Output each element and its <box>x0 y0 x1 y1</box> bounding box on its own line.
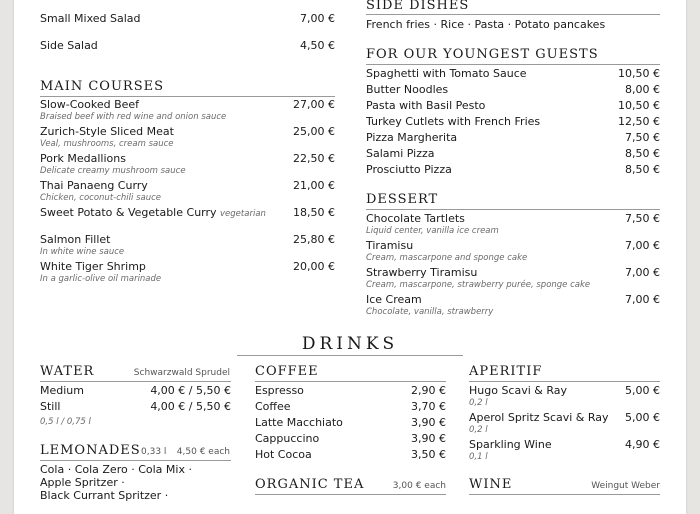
item-description: Cream, mascarpone and sponge cake <box>366 253 528 263</box>
item-size: 0,1 l <box>469 452 488 462</box>
lemonades-size: 0,33 l <box>141 447 167 457</box>
water-sizes: 0,5 l / 0,75 l <box>40 417 91 427</box>
item-name: Pork Medallions <box>40 152 126 165</box>
item-description: Veal, mushrooms, cream sauce <box>40 139 174 149</box>
item-price: 2,90 € <box>411 384 446 397</box>
item-price: 10,50 € <box>618 99 660 112</box>
menu-item <box>469 411 660 437</box>
item-description: Cream, mascarpone, strawberry purée, sponge cake <box>366 280 591 290</box>
item-name: Thai Panaeng Curry <box>40 179 148 192</box>
item-price: 10,50 € <box>618 67 660 80</box>
item-price: 7,50 € <box>625 212 660 225</box>
item-price: 8,00 € <box>625 83 660 96</box>
divider <box>469 381 660 382</box>
item-name: Small Mixed Salad <box>40 12 141 25</box>
item-name: Pasta with Basil Pesto <box>366 99 486 112</box>
dessert-heading: DESSERT <box>366 192 439 207</box>
side-dishes-heading: SIDE DISHES <box>366 0 470 13</box>
menu-item <box>40 260 335 286</box>
item-price: 4,90 € <box>625 438 660 451</box>
drinks-title: DRINKS <box>301 334 399 354</box>
item-price: 7,00 € <box>625 293 660 306</box>
item-price: 5,00 € <box>625 384 660 397</box>
item-price: 3,50 € <box>411 448 446 461</box>
item-description: In white wine sauce <box>40 247 125 257</box>
lemonades-line: Black Currant Spritzer · <box>40 489 169 502</box>
item-price: 20,00 € <box>293 260 335 273</box>
item-name: Cappuccino <box>255 432 320 445</box>
wine-producer: Weingut Weber <box>591 481 660 491</box>
organic-tea-price: 3,00 € each <box>392 481 446 491</box>
item-description: Delicate creamy mushroom sauce <box>40 166 186 176</box>
item-price: 3,90 € <box>411 416 446 429</box>
item-price: 8,50 € <box>625 147 660 160</box>
divider <box>255 494 446 495</box>
item-price: 7,50 € <box>625 131 660 144</box>
coffee-heading: COFFEE <box>255 364 319 379</box>
item-name: Spaghetti with Tomato Sauce <box>366 67 527 80</box>
item-price: 21,00 € <box>293 179 335 192</box>
item-name: Butter Noodles <box>366 83 449 96</box>
item-price: 22,50 € <box>293 152 335 165</box>
item-name: Still <box>40 400 61 413</box>
divider <box>40 460 231 461</box>
item-name: Strawberry Tiramisu <box>366 266 478 279</box>
item-tag: vegetarian <box>220 209 266 219</box>
item-name-text: Sweet Potato & Vegetable Curry <box>40 206 217 219</box>
item-price: 7,00 € <box>300 12 335 25</box>
item-name: Tiramisu <box>366 239 414 252</box>
item-price: 25,80 € <box>293 233 335 246</box>
item-price: 4,00 € / 5,50 € <box>150 400 231 413</box>
lemonades-line: Apple Spritzer · <box>40 476 125 489</box>
item-price: 7,00 € <box>625 266 660 279</box>
menu-item <box>366 293 660 319</box>
lemonades-line: Cola · Cola Zero · Cola Mix · <box>40 463 192 476</box>
item-price: 3,90 € <box>411 432 446 445</box>
organic-tea-heading: ORGANIC TEA <box>255 477 365 492</box>
item-description: Chocolate, vanilla, strawberry <box>366 307 494 317</box>
divider <box>469 494 660 495</box>
item-name: Sparkling Wine <box>469 438 552 451</box>
aperitif-heading: APERITIF <box>469 364 543 379</box>
item-name: Hugo Scavi & Ray <box>469 384 568 397</box>
divider <box>366 64 660 65</box>
kids-heading: FOR OUR YOUNGEST GUESTS <box>366 47 599 62</box>
lemonades-price: 4,50 € each <box>176 447 230 457</box>
item-price: 8,50 € <box>625 163 660 176</box>
menu-item <box>366 266 660 292</box>
divider <box>40 381 231 382</box>
item-name: Coffee <box>255 400 291 413</box>
drinks-title-rule <box>237 355 463 356</box>
item-name <box>40 206 266 221</box>
menu-item <box>40 152 335 178</box>
main-courses-heading: MAIN COURSES <box>40 79 164 94</box>
item-price: 12,50 € <box>618 115 660 128</box>
item-name: Latte Macchiato <box>255 416 343 429</box>
menu-item <box>366 239 660 265</box>
item-price: 4,50 € <box>300 39 335 52</box>
water-heading: WATER <box>40 364 95 379</box>
item-price: 4,00 € / 5,50 € <box>150 384 231 397</box>
item-price: 27,00 € <box>293 98 335 111</box>
item-name: Slow-Cooked Beef <box>40 98 140 111</box>
divider <box>366 209 660 210</box>
item-size: 0,2 l <box>469 398 488 408</box>
item-size: 0,2 l <box>469 425 488 435</box>
item-name: Espresso <box>255 384 304 397</box>
item-description: Braised beef with red wine and onion sauce <box>40 112 227 122</box>
item-name: Aperol Spritz Scavi & Ray <box>469 411 609 424</box>
wine-heading: WINE <box>469 477 513 492</box>
menu-item <box>366 212 660 238</box>
menu-item <box>40 125 335 151</box>
item-name: White Tiger Shrimp <box>40 260 146 273</box>
item-name: Pizza Margherita <box>366 131 458 144</box>
item-name: Salami Pizza <box>366 147 435 160</box>
item-name: Ice Cream <box>366 293 422 306</box>
item-name: Turkey Cutlets with French Fries <box>366 115 541 128</box>
menu-item <box>40 233 335 259</box>
divider <box>40 96 335 97</box>
item-price: 18,50 € <box>293 206 335 219</box>
item-name: Prosciutto Pizza <box>366 163 452 176</box>
item-name: Chocolate Tartlets <box>366 212 465 225</box>
item-price: 5,00 € <box>625 411 660 424</box>
item-price: 3,70 € <box>411 400 446 413</box>
item-name: Hot Cocoa <box>255 448 312 461</box>
item-price: 25,00 € <box>293 125 335 138</box>
divider <box>255 381 446 382</box>
menu-item <box>40 98 335 124</box>
item-description: In a garlic-olive oil marinade <box>40 274 162 284</box>
water-brand: Schwarzwald Sprudel <box>133 368 230 378</box>
menu-item <box>469 384 660 410</box>
menu-item <box>40 179 335 205</box>
item-price: 7,00 € <box>625 239 660 252</box>
item-name: Medium <box>40 384 84 397</box>
divider <box>366 14 660 15</box>
lemonades-heading: LEMONADES <box>40 443 141 458</box>
menu-item <box>469 438 660 464</box>
side-dishes-list: French fries · Rice · Pasta · Potato pancakes <box>366 18 606 31</box>
item-name: Zurich-Style Sliced Meat <box>40 125 174 138</box>
item-name: Salmon Fillet <box>40 233 111 246</box>
item-description: Chicken, coconut-chili sauce <box>40 193 161 203</box>
item-description: Liquid center, vanilla ice cream <box>366 226 499 236</box>
item-name: Side Salad <box>40 39 98 52</box>
